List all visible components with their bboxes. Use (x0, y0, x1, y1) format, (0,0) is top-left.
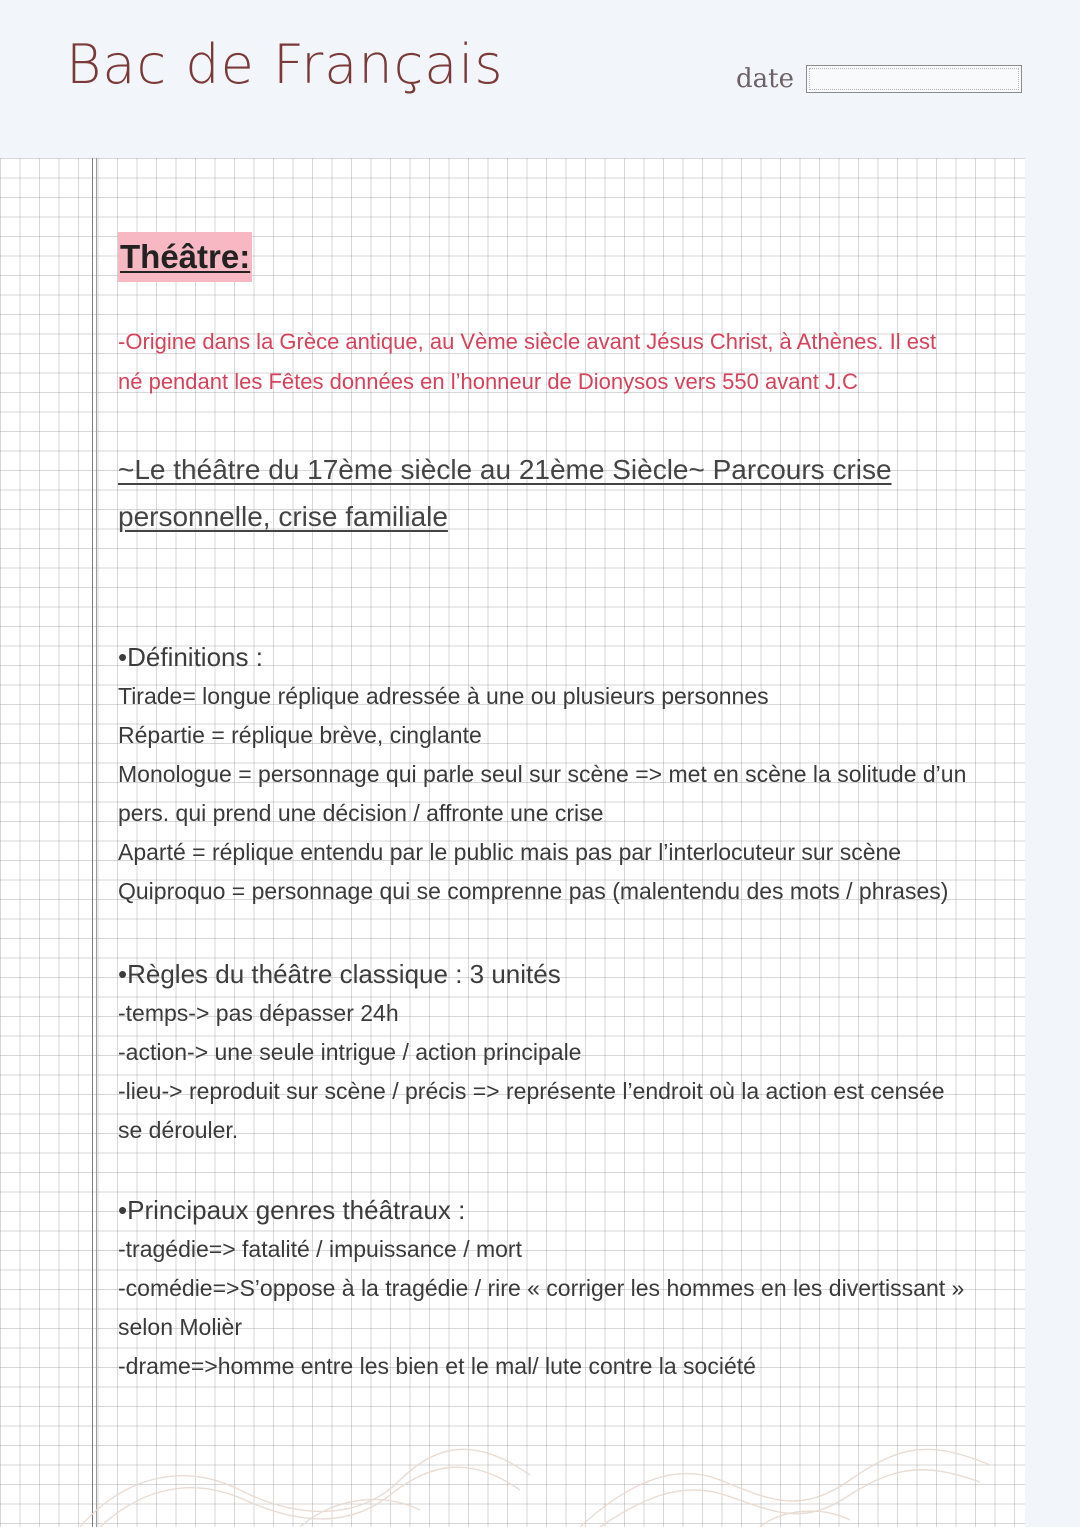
genre-line: -comédie=>S’oppose à la tragédie / rire « corriger les hommes en les divertissant » (118, 1275, 965, 1301)
rule-line: -action-> une seule intrigue / action principale (118, 1039, 582, 1065)
definition-line: pers. qui prend une décision / affronte une crise (118, 800, 604, 826)
date-label: date (736, 64, 794, 94)
definitions-heading: •Définitions : (118, 642, 263, 672)
notes-content (118, 232, 998, 1386)
genres-heading: •Principaux genres théâtraux : (118, 1195, 466, 1225)
rule-line: -lieu-> reproduit sur scène / précis => représente l’endroit où la action est censée (118, 1078, 945, 1104)
definition-line: Aparté = réplique entendu par le public mais pas par l’interlocuteur sur scène (118, 839, 902, 865)
margin-line (92, 158, 93, 1527)
genre-line: selon Molièr (118, 1314, 242, 1340)
rule-line: se dérouler. (118, 1117, 239, 1143)
definition-line: Répartie = réplique brève, cinglante (118, 722, 482, 748)
definition-line: Quiproquo = personnage qui se comprenne pas (malentendu des mots / phrases) (118, 878, 949, 904)
rules-heading: •Règles du théâtre classique : 3 unités (118, 959, 561, 989)
genre-line: -drame=>homme entre les bien et le mal/ lute contre la société (118, 1353, 756, 1379)
parcours-line: personnelle, crise familiale (118, 501, 448, 532)
rule-line: -temps-> pas dépasser 24h (118, 1000, 399, 1026)
parcours-heading (118, 446, 998, 540)
genre-line: -tragédie=> fatalité / impuissance / mort (118, 1236, 522, 1262)
margin-line-inner (96, 158, 97, 1527)
definition-line: Tirade= longue réplique adressée à une ou plusieurs personnes (118, 683, 769, 709)
section-title: Théâtre: (118, 232, 252, 282)
origin-paragraph (118, 322, 998, 402)
page-title: Bac de Français (66, 33, 504, 96)
origin-line: né pendant les Fêtes données en l’honneur de Dionysos vers 550 avant J.C (118, 369, 858, 394)
parcours-line: ~Le théâtre du 17ème siècle au 21ème Siècle~ Parcours crise (118, 454, 892, 485)
origin-line: -Origine dans la Grèce antique, au Vème siècle avant Jésus Christ, à Athènes. Il est (118, 329, 937, 354)
decorative-waves (60, 1420, 1025, 1527)
date-field[interactable] (806, 65, 1022, 93)
definition-line: Monologue = personnage qui parle seul sur scène => met en scène la solitude d’un (118, 761, 967, 787)
